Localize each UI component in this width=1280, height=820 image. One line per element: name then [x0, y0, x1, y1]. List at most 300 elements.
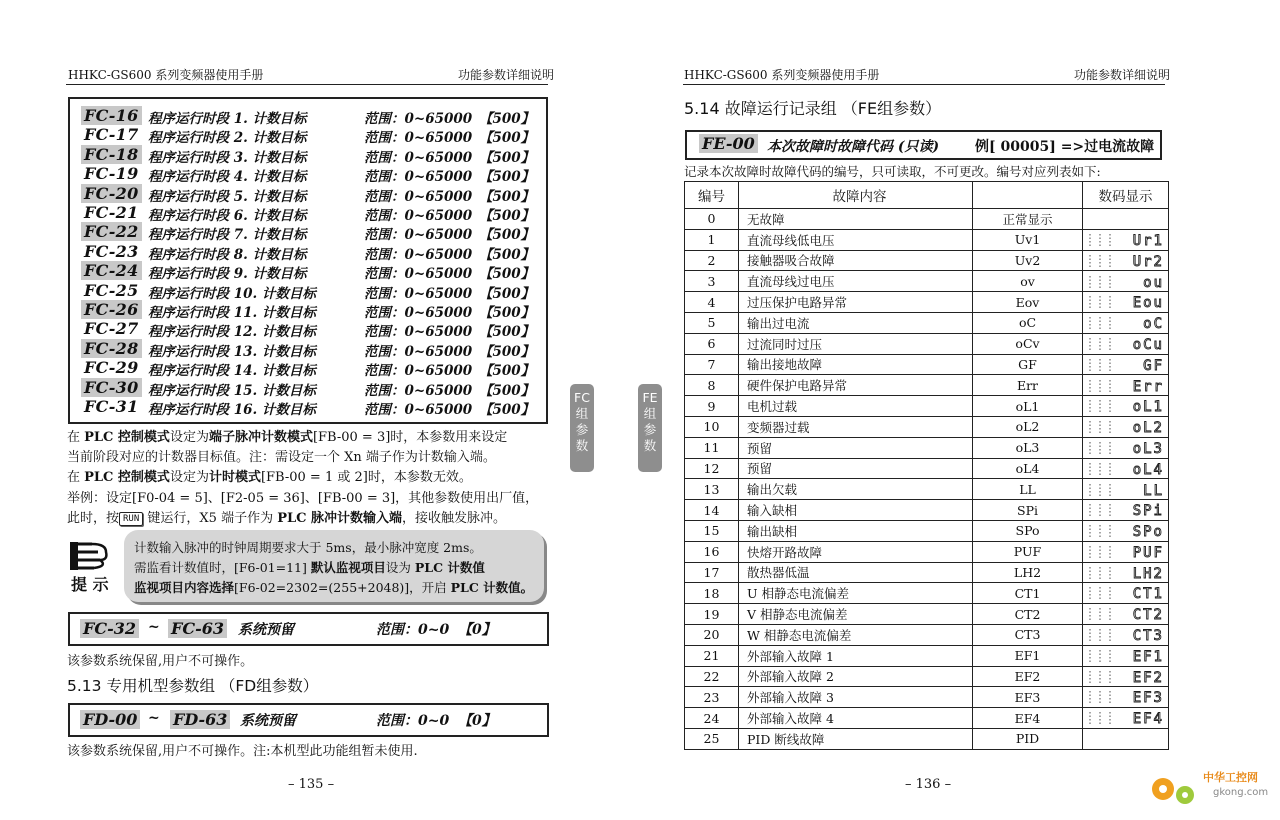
led-display-icon — [1086, 565, 1166, 581]
fc-param-row — [70, 222, 546, 242]
fc-param-code: FC-19 — [84, 164, 139, 184]
fault-desc: 接触器吸合故障 — [739, 250, 973, 271]
fc-param-default: 【500】 — [479, 285, 535, 302]
side-tab-fc-char: 参 — [575, 422, 589, 437]
fc-param-range: 范围：0~65000 — [364, 402, 473, 418]
fc-param-row — [70, 145, 546, 165]
header-left: HHKC-GS600 系列变频器使用手册 — [684, 68, 880, 82]
fault-display — [1083, 437, 1169, 458]
fd-reserved-end: FD-63 — [170, 710, 230, 729]
fault-no: 1 — [685, 229, 739, 250]
header-left: HHKC-GS600 系列变频器使用手册 — [68, 68, 264, 82]
fc-param-name: 程序运行时段 8. 计数目标 — [148, 246, 307, 263]
fault-no: 10 — [685, 416, 739, 437]
fault-desc: 过流同时过压 — [739, 333, 973, 354]
fc-param-name: 程序运行时段 3. 计数目标 — [148, 149, 307, 166]
fault-desc: 外部输入故障 3 — [739, 687, 973, 708]
table-row — [685, 500, 1169, 521]
fault-desc: PID 断线故障 — [739, 728, 973, 749]
fault-code: EF2 — [973, 666, 1083, 687]
fault-display — [1083, 583, 1169, 604]
fault-code: oL3 — [973, 437, 1083, 458]
table-row — [685, 209, 1169, 230]
fc-param-name: 程序运行时段 7. 计数目标 — [148, 227, 307, 244]
fault-display — [1083, 500, 1169, 521]
table-row — [685, 583, 1169, 604]
fc-param-default: 【500】 — [479, 188, 535, 205]
fc-param-name: 程序运行时段 5. 计数目标 — [148, 188, 307, 205]
fc-param-name: 程序运行时段 15. 计数目标 — [148, 382, 316, 399]
fault-desc: 过压保护电路异常 — [739, 292, 973, 313]
fc-param-name: 程序运行时段 11. 计数目标 — [148, 305, 316, 321]
fault-desc: 散热器低温 — [739, 562, 973, 583]
led-text: SPo — [1132, 524, 1164, 540]
fault-desc: 硬件保护电路异常 — [739, 375, 973, 396]
fc-param-row — [70, 203, 546, 223]
fault-no: 18 — [685, 583, 739, 604]
fc-param-range: 范围：0~65000 — [364, 343, 473, 360]
led-display-icon — [1086, 710, 1166, 726]
fault-no: 22 — [685, 666, 739, 687]
fc-param-code: FC-29 — [84, 358, 139, 378]
fc-param-range: 范围：0~65000 — [364, 188, 473, 205]
table-row — [685, 396, 1169, 417]
fault-desc: 预留 — [739, 458, 973, 479]
fault-no: 24 — [685, 708, 739, 729]
fc-param-row — [70, 378, 546, 398]
fc-param-range: 范围：0~65000 — [364, 111, 473, 127]
fc-param-default: 【500】 — [479, 169, 535, 186]
fault-no: 14 — [685, 500, 739, 521]
fault-code: CT3 — [973, 624, 1083, 645]
fault-code: Uv1 — [973, 229, 1083, 250]
table-row — [685, 437, 1169, 458]
led-display-icon — [1086, 357, 1166, 373]
led-display-icon — [1086, 482, 1166, 498]
fc-param-name: 程序运行时段 14. 计数目标 — [148, 363, 316, 380]
fault-desc: 电机过载 — [739, 396, 973, 417]
fc-param-name: 程序运行时段 9. 计数目标 — [148, 266, 307, 283]
fe-desc: 记录本次故障时故障代码的编号，只可读取，不可更改。编号对应列表如下: — [684, 164, 1101, 179]
fd-reserved-tilde: ~ — [148, 710, 160, 726]
fc-param-name: 程序运行时段 13. 计数目标 — [148, 343, 316, 360]
header-right: 功能参数详细说明 — [458, 68, 555, 82]
led-text: ou — [1142, 274, 1164, 290]
fault-display — [1083, 541, 1169, 562]
table-row — [685, 416, 1169, 437]
table-header-row — [685, 182, 1169, 209]
fc-param-range: 范围：0~65000 — [364, 149, 473, 166]
fault-no: 7 — [685, 354, 739, 375]
fc-param-code: FC-17 — [84, 125, 139, 145]
fc-param-name: 程序运行时段 10. 计数目标 — [148, 285, 316, 302]
fd-reserved-note: 该参数系统保留,用户不可操作。注:本机型此功能组暂未使用. — [67, 744, 418, 759]
side-tab-fc — [570, 384, 594, 472]
fc-param-default: 【500】 — [479, 266, 535, 283]
fault-code: GF — [973, 354, 1083, 375]
led-display-icon — [1086, 544, 1166, 560]
table-row — [685, 541, 1169, 562]
col-header-display: 数码显示 — [1083, 182, 1169, 209]
fault-desc: 输出接地故障 — [739, 354, 973, 375]
fc-reserved-box — [68, 612, 549, 646]
fault-desc: V 相静态电流偏差 — [739, 604, 973, 625]
fault-display — [1083, 312, 1169, 333]
col-header-code — [973, 182, 1083, 209]
fc-param-code: FC-20 — [81, 184, 142, 203]
fc-param-default: 【500】 — [479, 305, 535, 321]
fault-display — [1083, 604, 1169, 625]
fault-no: 9 — [685, 396, 739, 417]
table-row — [685, 728, 1169, 749]
table-row — [685, 333, 1169, 354]
fault-code: 正常显示 — [973, 209, 1083, 230]
led-display-icon — [1086, 294, 1166, 310]
side-tab-fe — [638, 384, 662, 472]
fault-code: ov — [973, 271, 1083, 292]
fc-param-row — [70, 261, 546, 281]
fault-no: 0 — [685, 209, 739, 230]
led-display-icon — [1086, 523, 1166, 539]
led-display-icon — [1086, 461, 1166, 477]
fault-desc: 外部输入故障 1 — [739, 645, 973, 666]
led-display-icon — [1086, 419, 1166, 435]
fc-reserved-name: 系统预留 — [238, 622, 294, 638]
fault-desc: U 相静态电流偏差 — [739, 583, 973, 604]
table-row — [685, 271, 1169, 292]
fault-code: EF4 — [973, 708, 1083, 729]
fc-param-default: 【500】 — [479, 246, 535, 263]
led-text: EF1 — [1132, 648, 1164, 664]
side-tab-fe-char: 数 — [643, 438, 657, 453]
fe00-code: FE-00 — [699, 134, 758, 153]
led-text: SPi — [1132, 503, 1164, 519]
led-text: oCu — [1132, 336, 1164, 352]
led-text: LL — [1142, 482, 1164, 498]
section-title-5-13: 5.13 专用机型参数组 （FD组参数） — [67, 677, 319, 695]
fault-display — [1083, 416, 1169, 437]
fault-code: EF1 — [973, 645, 1083, 666]
run-key-icon: RUN — [119, 512, 143, 526]
side-tab-fc-char: FC — [574, 390, 590, 405]
fc-reserved-tilde: ~ — [148, 619, 160, 635]
table-row — [685, 562, 1169, 583]
fd-reserved-name: 系统预留 — [240, 713, 296, 729]
led-text: oL3 — [1132, 440, 1164, 456]
right-page — [640, 0, 1280, 820]
fc-param-name: 程序运行时段 16. 计数目标 — [148, 402, 316, 418]
led-text: Err — [1132, 378, 1164, 394]
fd-reserved-default: 【0】 — [458, 713, 496, 729]
fd-reserved-box — [68, 703, 549, 737]
side-tab-fe-char: FE — [642, 390, 658, 405]
fault-desc: 外部输入故障 2 — [739, 666, 973, 687]
fault-desc: W 相静态电流偏差 — [739, 624, 973, 645]
hint-line-3: 监视项目内容选择[F6-02=2302=(255+2048)]，开启 PLC 计数值。 — [134, 580, 534, 595]
fc-param-range: 范围：0~65000 — [364, 208, 473, 224]
fault-code: oL2 — [973, 416, 1083, 437]
fault-display — [1083, 728, 1169, 749]
fc-param-name: 程序运行时段 2. 计数目标 — [148, 130, 307, 147]
fc-param-code: FC-28 — [81, 339, 142, 358]
fc-reserved-end: FC-63 — [168, 619, 227, 638]
col-header-no: 编号 — [685, 182, 739, 209]
led-text: PUF — [1132, 544, 1164, 560]
fault-code: PID — [973, 728, 1083, 749]
fc-param-range: 范围：0~65000 — [364, 285, 473, 302]
fc-param-row — [70, 300, 546, 320]
header-rule — [66, 84, 548, 85]
fault-display — [1083, 666, 1169, 687]
fault-no: 20 — [685, 624, 739, 645]
fault-display — [1083, 292, 1169, 313]
table-row — [685, 624, 1169, 645]
fc-param-row — [70, 319, 546, 339]
led-text: EF3 — [1132, 690, 1164, 706]
col-header-desc: 故障内容 — [739, 182, 973, 209]
fc-param-name: 程序运行时段 12. 计数目标 — [148, 324, 316, 341]
fc-param-range: 范围：0~65000 — [364, 382, 473, 399]
fc-param-code: FC-23 — [84, 241, 139, 261]
fault-display — [1083, 708, 1169, 729]
table-row — [685, 708, 1169, 729]
fault-code: Eov — [973, 292, 1083, 313]
led-text: EF2 — [1132, 669, 1164, 685]
fc-param-row — [70, 397, 546, 417]
fault-display — [1083, 271, 1169, 292]
desc-line-3: 在 PLC 控制模式设定为计时模式[FB-00 = 1 或 2]时，本参数无效。 — [67, 470, 472, 485]
fault-code: oL1 — [973, 396, 1083, 417]
fc-param-default: 【500】 — [479, 343, 535, 360]
hint-line-2: 需监看计数值时，[F6-01=11] 默认监视项目设为 PLC 计数值 — [134, 560, 485, 575]
fc-param-code: FC-22 — [81, 222, 142, 241]
fc-param-code: FC-25 — [84, 280, 139, 300]
fault-display — [1083, 479, 1169, 500]
fd-reserved-start: FD-00 — [80, 710, 140, 729]
led-display-icon — [1086, 378, 1166, 394]
hint-line-1: 计数输入脉冲的时钟周期要求大于 5ms，最小脉冲宽度 2ms。 — [134, 540, 482, 555]
fault-display — [1083, 333, 1169, 354]
led-display-icon — [1086, 669, 1166, 685]
led-text: CT3 — [1132, 628, 1164, 644]
led-display-icon — [1086, 336, 1166, 352]
table-row — [685, 312, 1169, 333]
fc-param-default: 【500】 — [479, 208, 535, 224]
fc-param-row — [70, 164, 546, 184]
fc-param-default: 【500】 — [479, 149, 535, 166]
fd-reserved-range: 范围：0~0 — [376, 713, 450, 729]
led-text: oL1 — [1132, 399, 1164, 415]
fault-no: 15 — [685, 520, 739, 541]
led-display-icon — [1086, 440, 1166, 456]
fault-display — [1083, 624, 1169, 645]
gkong-logo-icon — [1145, 765, 1280, 815]
table-row — [685, 604, 1169, 625]
fault-code: CT1 — [973, 583, 1083, 604]
fault-desc: 输出缺相 — [739, 520, 973, 541]
fault-no: 5 — [685, 312, 739, 333]
table-row — [685, 292, 1169, 313]
table-row — [685, 520, 1169, 541]
fault-display — [1083, 209, 1169, 230]
fe00-example: 例[ 00005] =>过电流故障 — [975, 139, 1155, 155]
fc-param-range: 范围：0~65000 — [364, 305, 473, 321]
fc-param-default: 【500】 — [479, 227, 535, 244]
fault-code: CT2 — [973, 604, 1083, 625]
led-display-icon — [1086, 606, 1166, 622]
hint-box — [124, 530, 544, 602]
led-text: GF — [1142, 357, 1164, 373]
fault-no: 13 — [685, 479, 739, 500]
led-text: oL4 — [1132, 461, 1164, 477]
fault-display — [1083, 375, 1169, 396]
led-display-icon — [1086, 585, 1166, 601]
table-row — [685, 250, 1169, 271]
fc-param-code: FC-31 — [84, 397, 139, 416]
fault-display — [1083, 458, 1169, 479]
fc-param-range: 范围：0~65000 — [364, 227, 473, 244]
side-tab-fe-char: 参 — [643, 422, 657, 437]
fc-param-row — [70, 125, 546, 145]
desc-line-1: 在 PLC 控制模式设定为端子脉冲计数模式[FB-00 = 3]时，本参数用来设定 — [67, 430, 508, 445]
fc-param-default: 【500】 — [479, 130, 535, 147]
table-row — [685, 229, 1169, 250]
fault-code: oL4 — [973, 458, 1083, 479]
led-display-icon — [1086, 502, 1166, 518]
fault-code: LL — [973, 479, 1083, 500]
fc-param-code: FC-18 — [81, 145, 142, 164]
fc-param-code: FC-24 — [81, 261, 142, 280]
side-tab-fe-char: 组 — [643, 406, 657, 421]
fault-code: Uv2 — [973, 250, 1083, 271]
fc-param-row — [70, 242, 546, 262]
fc-param-range: 范围：0~65000 — [364, 363, 473, 380]
led-text: EF4 — [1132, 711, 1164, 727]
page-number-left: – 135 – — [288, 777, 335, 792]
led-display-icon — [1086, 689, 1166, 705]
led-text: oC — [1142, 316, 1164, 332]
fault-no: 4 — [685, 292, 739, 313]
fc-param-range: 范围：0~65000 — [364, 169, 473, 186]
fc-params-box — [68, 97, 548, 424]
fc-param-range: 范围：0~65000 — [364, 266, 473, 283]
led-display-icon — [1086, 648, 1166, 664]
fault-code-table — [684, 181, 1169, 750]
fault-display — [1083, 687, 1169, 708]
table-row — [685, 666, 1169, 687]
hint-label: 提 示 — [71, 575, 109, 594]
fc-param-default: 【500】 — [479, 111, 535, 127]
fc-param-row — [70, 339, 546, 359]
fc-param-name: 程序运行时段 6. 计数目标 — [148, 208, 307, 224]
fault-display — [1083, 250, 1169, 271]
fault-desc: 无故障 — [739, 209, 973, 230]
fc-param-range: 范围：0~65000 — [364, 324, 473, 341]
fc-param-name: 程序运行时段 1. 计数目标 — [148, 111, 307, 127]
fault-code: EF3 — [973, 687, 1083, 708]
fault-no: 6 — [685, 333, 739, 354]
fault-no: 25 — [685, 728, 739, 749]
fault-desc: 直流母线低电压 — [739, 229, 973, 250]
fault-no: 23 — [685, 687, 739, 708]
side-tab-fc-char: 组 — [575, 406, 589, 421]
fc-param-code: FC-16 — [81, 106, 142, 125]
fault-code: LH2 — [973, 562, 1083, 583]
fault-desc: 快熔开路故障 — [739, 541, 973, 562]
table-row — [685, 479, 1169, 500]
fault-desc: 输出欠载 — [739, 479, 973, 500]
fault-desc: 输出过电流 — [739, 312, 973, 333]
led-text: Ur1 — [1132, 232, 1164, 248]
fc-param-row — [70, 106, 546, 126]
fault-code: oC — [973, 312, 1083, 333]
fc-param-code: FC-27 — [84, 319, 139, 339]
fault-desc: 预留 — [739, 437, 973, 458]
fc-param-default: 【500】 — [479, 382, 535, 399]
fc-param-code: FC-30 — [81, 378, 142, 397]
fault-desc: 直流母线过电压 — [739, 271, 973, 292]
fc-param-code: FC-21 — [84, 203, 139, 222]
table-row — [685, 375, 1169, 396]
fault-no: 19 — [685, 604, 739, 625]
desc-line-2: 当前阶段对应的计数器目标值。注：需设定一个 Xn 端子作为计数输入端。 — [67, 450, 496, 465]
fault-no: 16 — [685, 541, 739, 562]
desc-line-5: 此时，按 RUN 键运行，X5 端子作为 PLC 脉冲计数输入端，接收触发脉冲。 — [67, 511, 507, 526]
fc-reserved-default: 【0】 — [458, 622, 496, 638]
fc-param-range: 范围：0~65000 — [364, 246, 473, 263]
fc-param-row — [70, 358, 546, 378]
desc-line-4: 举例：设定[F0-04 = 5]、[F2-05 = 36]、[FB-00 = 3]，其他参数使用出厂值， — [67, 491, 539, 506]
table-row — [685, 458, 1169, 479]
fault-no: 17 — [685, 562, 739, 583]
table-row — [685, 354, 1169, 375]
fault-no: 21 — [685, 645, 739, 666]
header-right: 功能参数详细说明 — [1074, 68, 1171, 82]
fc-reserved-start: FC-32 — [80, 619, 139, 638]
fault-no: 11 — [685, 437, 739, 458]
header-rule — [683, 84, 1165, 85]
fault-display — [1083, 354, 1169, 375]
fault-no: 12 — [685, 458, 739, 479]
led-display-icon — [1086, 398, 1166, 414]
fc-param-default: 【500】 — [479, 402, 535, 418]
led-text: Ur2 — [1132, 253, 1164, 269]
fault-code: oCv — [973, 333, 1083, 354]
fc-reserved-range: 范围：0~0 — [376, 622, 450, 638]
fault-display — [1083, 229, 1169, 250]
led-display-icon — [1086, 627, 1166, 643]
fault-code: SPo — [973, 520, 1083, 541]
fault-desc: 输入缺相 — [739, 500, 973, 521]
led-text: Eou — [1132, 295, 1164, 311]
logo-text: 中华工控网 — [1203, 771, 1258, 784]
fault-code: PUF — [973, 541, 1083, 562]
section-title-5-14: 5.14 故障运行记录组 （FE组参数） — [684, 99, 942, 118]
table-row — [685, 687, 1169, 708]
fault-code: SPi — [973, 500, 1083, 521]
led-text: CT2 — [1132, 607, 1164, 623]
fault-desc: 变频器过载 — [739, 416, 973, 437]
led-display-icon — [1086, 232, 1166, 248]
fault-display — [1083, 396, 1169, 417]
table-row — [685, 645, 1169, 666]
fault-no: 2 — [685, 250, 739, 271]
fault-display — [1083, 562, 1169, 583]
logo-url: gkong.com — [1213, 787, 1269, 798]
fc-param-row — [70, 281, 546, 301]
page-number-right: – 136 – — [905, 777, 952, 792]
fault-no: 8 — [685, 375, 739, 396]
